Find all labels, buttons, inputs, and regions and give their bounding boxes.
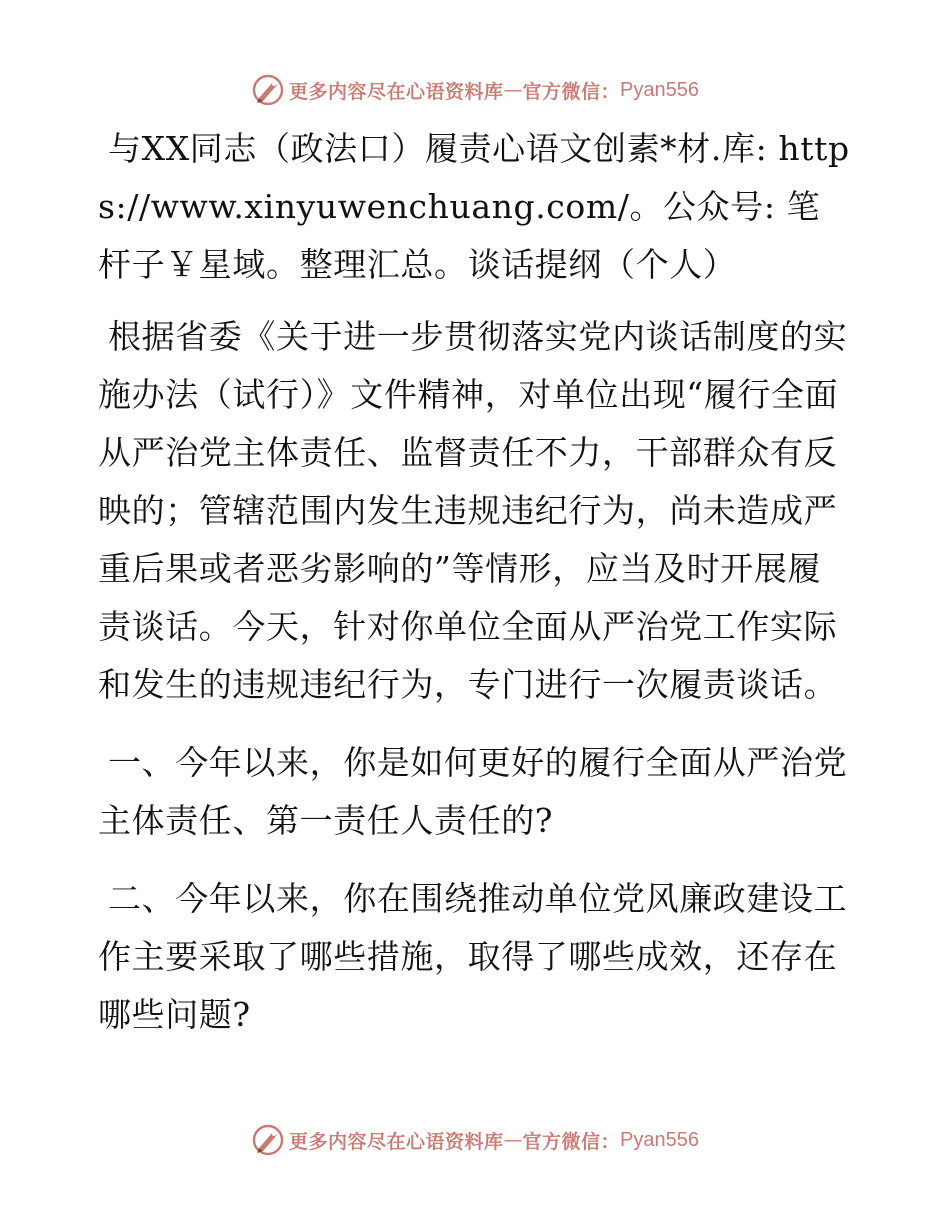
banner-wechat-label: 官方微信： [522,80,621,103]
footer-watermark-banner [0,1118,950,1162]
banner-dash: — [503,1129,523,1151]
banner-dash: — [503,79,523,101]
banner-slogan: 更多内容尽在心语资料库 [289,80,504,103]
banner-slogan: 更多内容尽在心语资料库 [289,1130,504,1153]
pen-logo-icon [251,1123,285,1157]
banner-wechat-label: 官方微信： [522,1130,621,1153]
intro-paragraph: 根据省委《关于进一步贯彻落实党内谈话制度的实施办法（试行）》文件精神，对单位出现“履行全面从严治党主体责任、监督责任不力，干部群众有反映的；管辖范围内发生违规违纪行为，尚未造成严重后果或者恶劣影响的”等情形，应当及时开展履责谈话。今天，针对你单位全面从严治党工作实际和发生的违规违纪行为，专门进行一次履责谈话。 [98,317,848,704]
title-paragraph: 与XX同志（政法口）履责心语文创素*材.库: https://www.xinyuwenchuang.com/。公众号: 笔杆子￥星域。整理汇总。谈话提纲（个人） [98,129,850,284]
banner-wechat-id: Pyan556 [620,1128,699,1151]
pen-logo-icon [251,73,285,107]
question-one-paragraph: 一、今年以来，你是如何更好的履行全面从严治党主体责任、第一责任人责任的? [98,743,848,840]
header-watermark-banner [0,68,950,112]
banner-wechat-id: Pyan556 [620,78,699,101]
question-two-paragraph: 二、今年以来，你在围绕推动单位党风廉政建设工作主要采取了哪些措施，取得了哪些成效，还存在哪些问题? [98,879,848,1034]
document-body [98,120,850,1060]
